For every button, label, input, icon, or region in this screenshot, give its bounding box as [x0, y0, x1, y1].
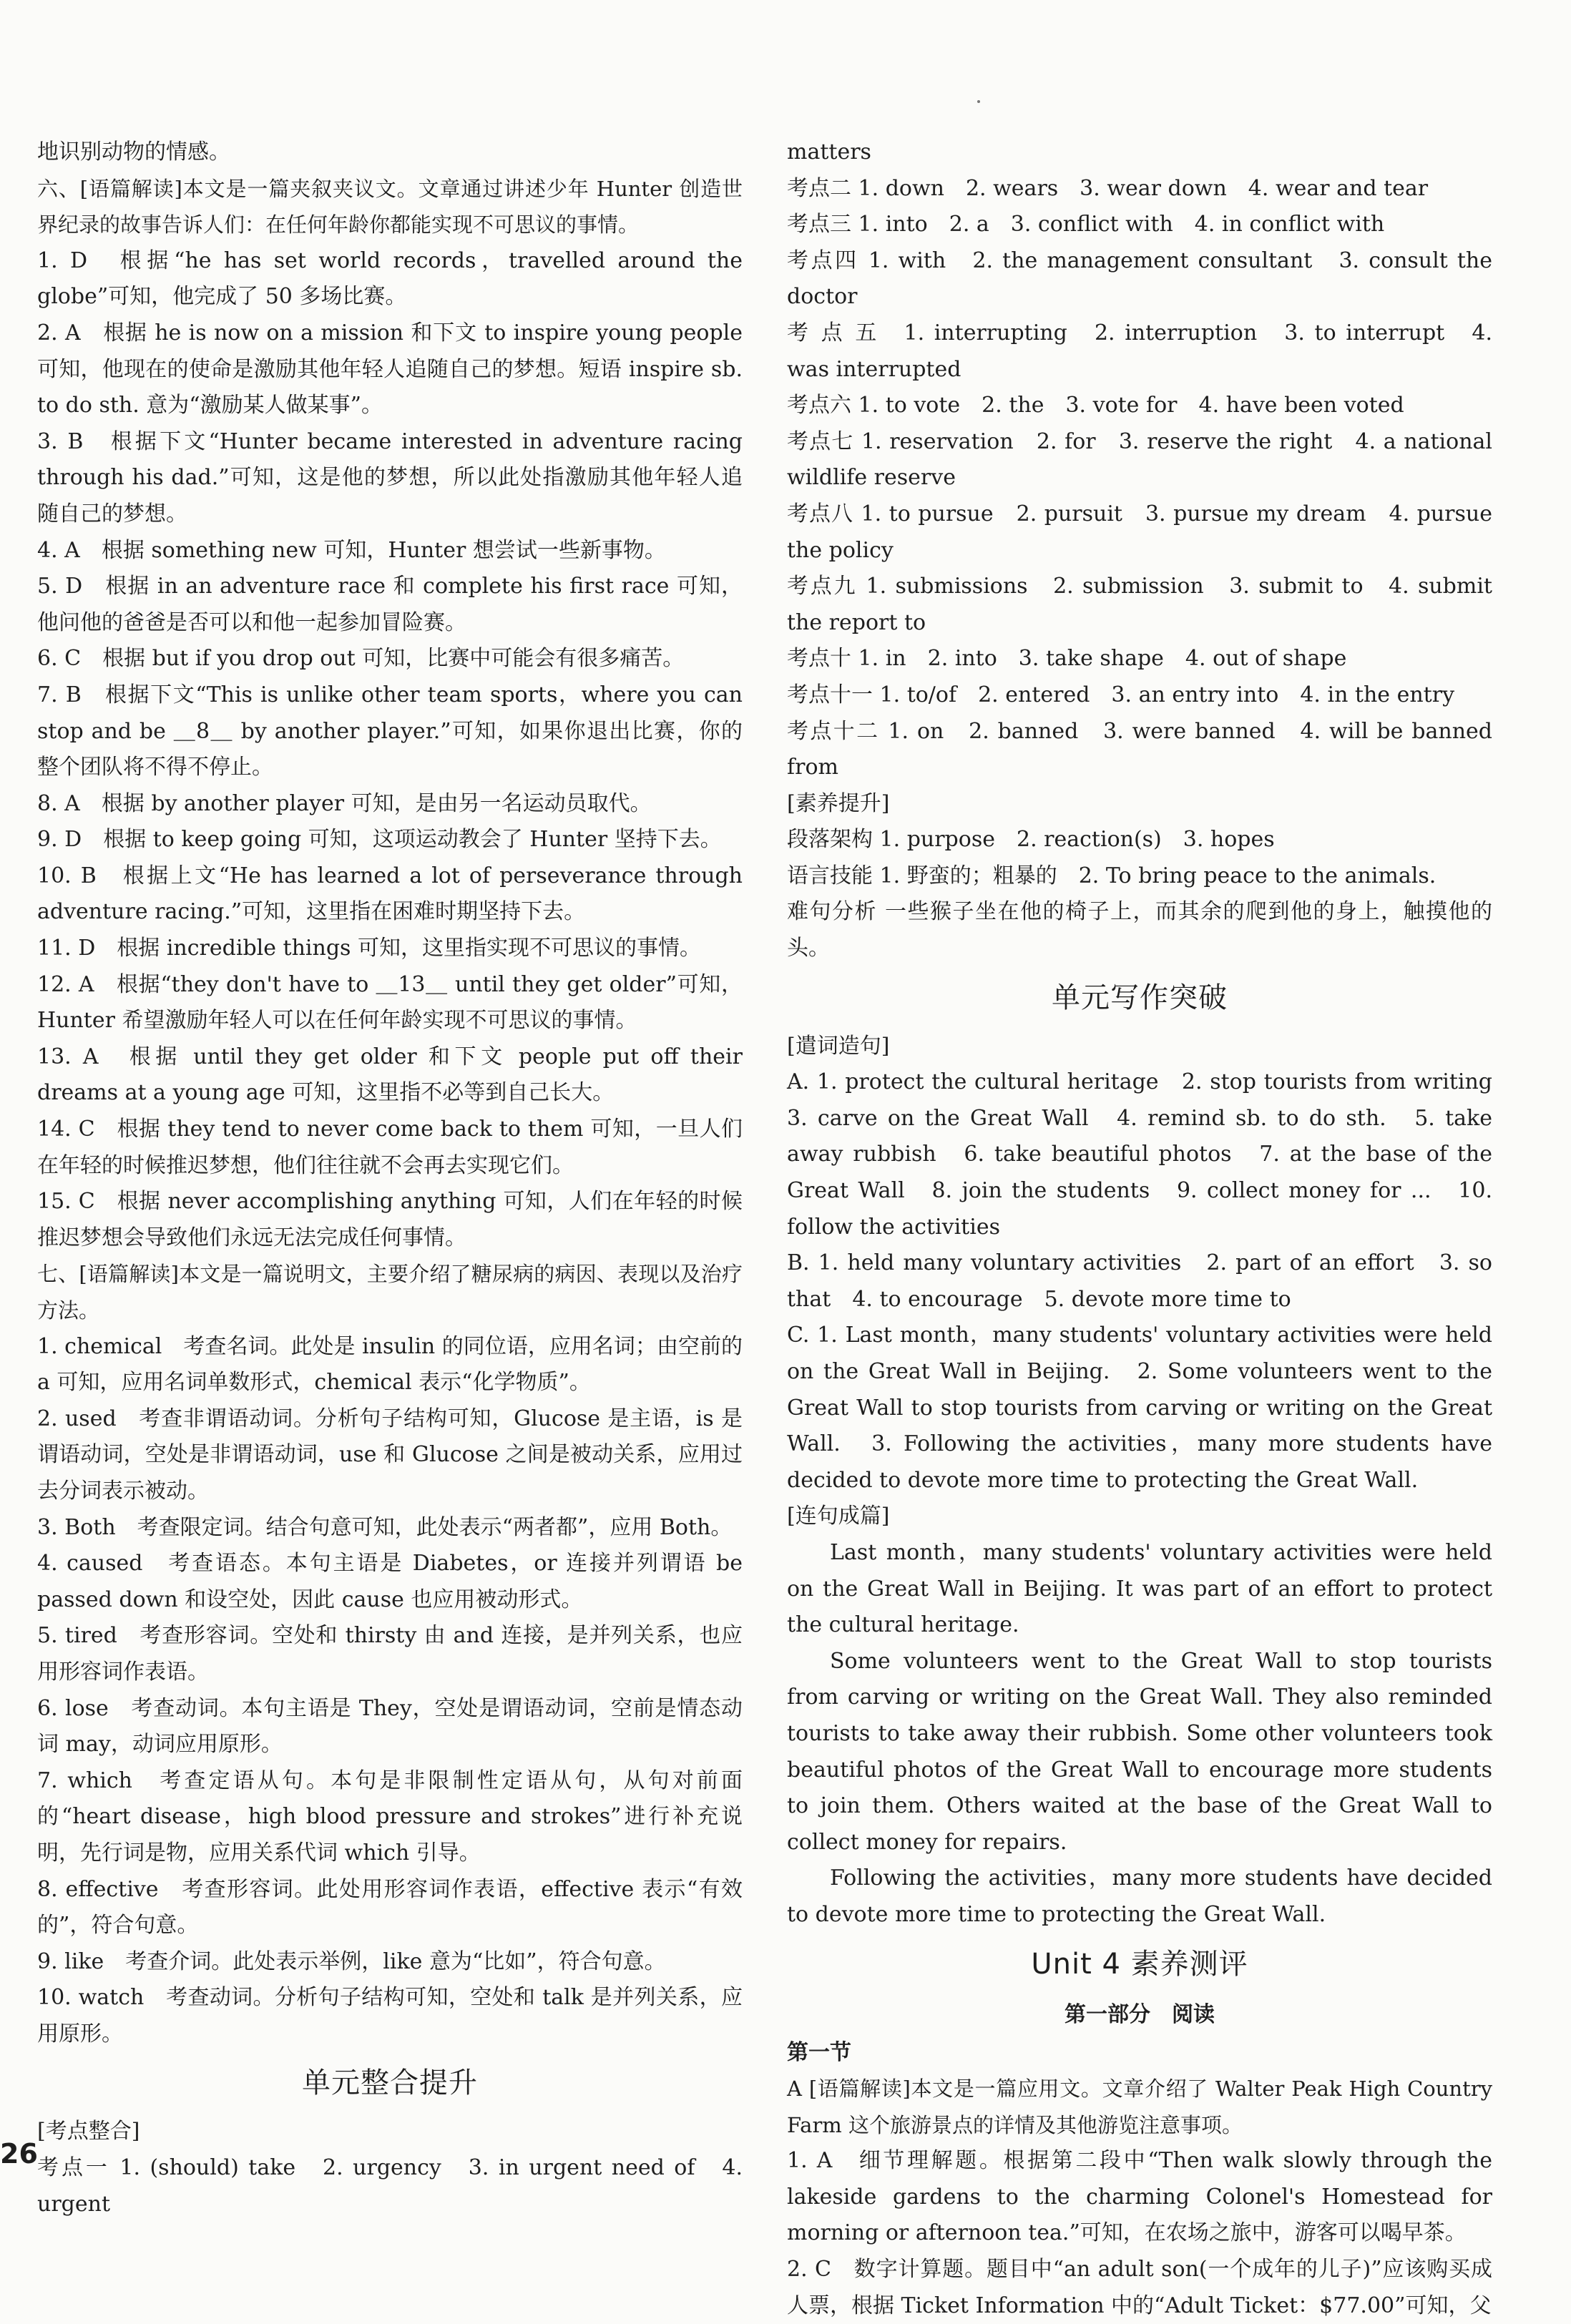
answer-line: 14. C 根据 they tend to never come back to them 可知，一旦人们在年轻的时候推迟梦想，他们往往就不会再去实现它们。 [37, 1117, 743, 1178]
answer-line: 考点六 1. to vote 2. the 3. vote for 4. have been voted [787, 393, 1404, 418]
answer-line: 4. caused 考查语态。本句主语是 Diabetes，or 连接并列谓语 be passed down 和设空处，因此 cause 也应用被动形式。 [37, 1551, 743, 1612]
answer-line: 2. C 数字计算题。题目中“an adult son(一个成年的儿子)”应该购买成人票，根据 Ticket Information 中的“Adult Ticket：$77.00”可知，父 [787, 2257, 1492, 2318]
sub-heading: 第一部分 阅读 [1065, 2001, 1215, 2027]
answer-line: 8. A 根据 by another player 可知，是由另一名运动员取代。 [37, 790, 652, 816]
answer-line: 11. D 根据 incredible things 可知，这里指实现不可思议的事情。 [37, 936, 701, 961]
answer-line: 7. which 考查定语从句。本句是非限制性定语从句，从句对前面的“heart disease，high blood pressure and strokes”进行补充说明，先行词是物，应用关系代词 which 引导。 [37, 1767, 743, 1865]
answer-line: Last month，many students' voluntary activities were held on the Great Wall in Beijing. It was part of an effort to protect the cultural heritage. [787, 1539, 1492, 1638]
page-number: 26 [0, 2138, 38, 2169]
answer-line: 1. D 根据“he has set world records，travelled around the globe”可知，他完成了 50 多场比赛。 [37, 247, 743, 310]
answer-line: 3. Both 考查限定词。结合句意可知，此处表示“两者都”，应用 Both。 [37, 1514, 733, 1540]
answer-line: 考点十 1. in 2. into 3. take shape 4. out of shape [787, 646, 1347, 672]
answer-line: 七、[语篇解读]本文是一篇说明文，主要介绍了糖尿病的病因、表现以及治疗方法。 [37, 1262, 743, 1323]
section-heading: 单元整合提升 [302, 2066, 478, 2100]
answer-line: [考点整合] [37, 2119, 140, 2144]
answer-line: 1. chemical 考查名词。此处是 insulin 的同位语，应用名词；由空前的 a 可知，应用名词单数形式，chemical 表示“化学物质”。 [37, 1333, 743, 1396]
print-mark [977, 100, 980, 103]
answer-line: 考点九 1. submissions 2. submission 3. submit to 4. submit the report to [787, 574, 1492, 635]
answer-line: [素养提升] [787, 790, 890, 816]
answer-line: 10. B 根据上文“He has learned a lot of perseverance through adventure racing.”可知，这里指在困难时期坚持下去。 [37, 863, 743, 925]
answer-line: 考点二 1. down 2. wears 3. wear down 4. wear and tear [787, 175, 1429, 201]
answer-line: 语言技能 1. 野蛮的；粗暴的 2. To bring peace to the animals. [787, 863, 1437, 888]
answer-line: B. 1. held many voluntary activities 2. part of an effort 3. so that 4. to encourage 5. devote more time to [787, 1250, 1492, 1312]
answer-line: 第一节 [787, 2039, 851, 2065]
answer-line: 12. A 根据“they don't have to ＿13＿ until they get older”可知，Hunter 希望激励年轻人可以在任何年龄实现不可思议的事情。 [37, 971, 743, 1034]
answer-line: 2. used 考查非谓语动词。分析句子结构可知，Glucose 是主语，is 是谓语动词，空处是非谓语动词，use 和 Glucose 之间是被动关系，应用过去分词表示被动。 [37, 1406, 743, 1504]
answer-line: 4. A 根据 something new 可知，Hunter 想尝试一些新事物。 [37, 537, 666, 563]
answer-line: [连句成篇] [787, 1504, 890, 1529]
answer-line: 9. D 根据 to keep going 可知，这项运动教会了 Hunter 坚持下去。 [37, 827, 722, 853]
answer-line: Some volunteers went to the Great Wall to stop tourists from carving or writing on the Great Wall. They also reminded tourists to take away their rubbish. Some other volunteers took beautiful photos of the Great Wall to encourage more students to join them. Others waited at the base of the Great Wall to collect money for repairs. [787, 1648, 1492, 1855]
answer-line: 考点四 1. with 2. the management consultant 3. consult the doctor [787, 247, 1492, 310]
answer-line: 考 点 五 1. interrupting 2. interruption 3. to interrupt 4. was interrupted [787, 320, 1492, 382]
answer-line: matters [787, 139, 871, 165]
answer-line: 段落架构 1. purpose 2. reaction(s) 3. hopes [787, 827, 1275, 853]
answer-line: 考点三 1. into 2. a 3. conflict with 4. in conflict with [787, 212, 1385, 237]
answer-line: 2. A 根据 he is now on a mission 和下文 to inspire young people 可知，他现在的使命是激励其他年轻人追随自己的梦想。短语 inspire sb. to do sth. 意为“激励某人做某事”。 [37, 320, 743, 418]
answer-line: 5. D 根据 in an adventure race 和 complete his first race 可知，他问他的爸爸是否可以和他一起参加冒险赛。 [37, 574, 743, 635]
answer-line: A. 1. protect the cultural heritage 2. stop tourists from writing 3. carve on the Great Wall 4. remind sb. to do sth. 5. take away rubbish 6. take beautiful photos 7. at the base of the Great Wall 8. join the students 9. collect money for ... 10. follow the activities [787, 1069, 1514, 1240]
answer-line: 考点十一 1. to/of 2. entered 3. an entry into 4. in the entry [787, 682, 1455, 707]
answer-line: 考点七 1. reservation 2. for 3. reserve the right 4. a national wildlife reserve [787, 428, 1492, 491]
answer-line: 8. effective 考查形容词。此处用形容词作表语，effective 表示“有效的”，符合句意。 [37, 1876, 743, 1938]
answer-line: 5. tired 考查形容词。空处和 thirsty 由 and 连接，是并列关系，也应用形容词作表语。 [37, 1623, 743, 1685]
answer-line: 15. C 根据 never accomplishing anything 可知，人们在年轻的时候推迟梦想会导致他们永远无法完成任何事情。 [37, 1189, 743, 1250]
answer-line: C. 1. Last month，many students' voluntary activities were held on the Great Wall in Beijing. 2. Some volunteers went to the Great Wall to stop tourists from carving or writing on the Great Wall. 3. Following the activities，many more students have decided to devote more time to protecting the Great Wall. [787, 1323, 1492, 1493]
answer-line: 考点一 1. (should) take 2. urgency 3. in urgent need of 4. urgent [37, 2155, 743, 2217]
answer-line: 考点八 1. to pursue 2. pursuit 3. pursue my dream 4. pursue the policy [787, 501, 1492, 563]
answer-line: Following the activities，many more students have decided to devote more time to protecting the Great Wall. [787, 1865, 1492, 1927]
answer-line: 1. A 细节理解题。根据第二段中“Then walk slowly through the lakeside gardens to the charming Colonel's Homestead for morning or afternoon tea.”可知，在农场之旅中，游客可以喝早茶。 [787, 2148, 1492, 2246]
answer-line: 3. B 根据下文“Hunter became interested in adventure racing through his dad.”可知，这是他的梦想，所以此处指激励其他年轻人追随自己的梦想。 [37, 428, 743, 526]
right-column [787, 134, 1514, 2324]
answer-line: 13. A 根据 until they get older 和下文 people put off their dreams at a young age 可知，这里指不必等到自己长大。 [37, 1044, 743, 1106]
answer-line: 难句分析 一些猴子坐在他的椅子上，而其余的爬到他的身上，触摸他的头。 [787, 899, 1492, 961]
answer-line: 考点十二 1. on 2. banned 3. were banned 4. will be banned from [787, 718, 1492, 780]
answer-line: A [语篇解读]本文是一篇应用文。文章介绍了 Walter Peak High Country Farm 这个旅游景点的详情及其他游览注意事项。 [787, 2077, 1492, 2137]
answer-line: 7. B 根据下文“This is unlike other team sports，where you can stop and be ＿8＿ by another player.”可知，如果你退出比赛，你的整个团队将不得不停止。 [37, 682, 743, 780]
answer-line: 六、[语篇解读]本文是一篇夹叙夹议文。文章通过讲述少年 Hunter 创造世界纪录的故事告诉人们：在任何年龄你都能实现不可思议的事情。 [37, 176, 743, 237]
answer-line: 10. watch 考查动词。分析句子结构可知，空处和 talk 是并列关系，应用原形。 [37, 1985, 743, 2046]
answer-line: [遣词造句] [787, 1033, 890, 1059]
answer-line: 6. C 根据 but if you drop out 可知，比赛中可能会有很多痛苦。 [37, 646, 685, 672]
section-heading: 单元写作突破 [1052, 981, 1228, 1014]
answer-line: 9. like 考查介词。此处表示举例，like 意为“比如”，符合句意。 [37, 1948, 666, 1974]
section-heading: Unit 4 素养测评 [1031, 1947, 1248, 1981]
answer-line: 6. lose 考查动词。本句主语是 They，空处是谓语动词，空前是情态动词 may，动词应用原形。 [37, 1695, 743, 1757]
answer-line: 地识别动物的情感。 [37, 139, 230, 165]
left-column [37, 134, 743, 2222]
